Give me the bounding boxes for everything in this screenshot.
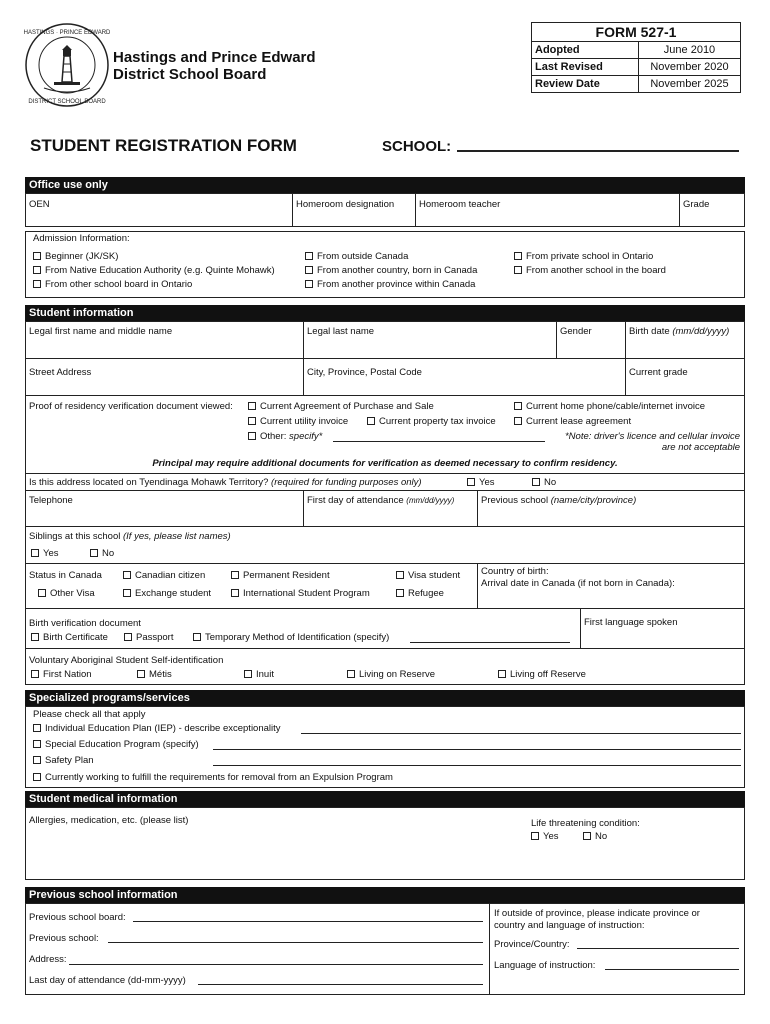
aboriginal-option[interactable]	[244, 669, 274, 681]
check-all-label: Please check all that apply	[33, 709, 146, 720]
special-ed-field[interactable]	[213, 749, 741, 750]
option-label: From another country, born in Canada	[317, 265, 478, 276]
option-label: Yes	[43, 548, 59, 559]
previous-school-label: Previous school:	[29, 933, 99, 944]
option-label: Refugee	[408, 588, 444, 599]
status-option[interactable]	[231, 588, 370, 600]
student-info-heading: Student information	[25, 305, 745, 321]
note-line2: are not acceptable	[661, 442, 740, 453]
option-label: From private school in Ontario	[526, 251, 654, 262]
specify-label: specify*	[289, 431, 323, 442]
option-label: Individual Education Plan (IEP) - describe exceptionality	[45, 723, 281, 734]
first-day-field[interactable]	[307, 495, 454, 507]
province-country-label: Province/Country:	[494, 939, 570, 950]
form-number: FORM 527-1	[532, 23, 741, 42]
life-threatening-yes[interactable]	[531, 831, 559, 843]
first-day-label: First day of attendance	[307, 495, 404, 506]
tyendinaga-no[interactable]	[532, 477, 556, 489]
note-line1: *Note: driver's licence and cellular invoice	[564, 431, 740, 442]
option-label: Yes	[479, 477, 495, 488]
school-label: SCHOOL:	[382, 138, 452, 155]
option-label: Métis	[149, 669, 172, 680]
checkbox[interactable]	[248, 417, 256, 425]
oen-field[interactable]: OEN	[29, 199, 50, 210]
board-name	[113, 49, 316, 83]
iep-field[interactable]	[301, 733, 741, 734]
previous-school-name-field[interactable]	[108, 942, 483, 943]
checkbox[interactable]	[467, 478, 475, 486]
birth-date-field[interactable]	[629, 326, 729, 338]
temp-id-option[interactable]	[193, 632, 389, 644]
review-label: Review Date	[532, 76, 639, 93]
checkbox[interactable]	[33, 724, 41, 732]
last-name-field[interactable]: Legal last name	[307, 326, 375, 337]
admission-option[interactable]	[33, 279, 192, 291]
option-label: From other school board in Ontario	[45, 279, 193, 290]
option-label: Special Education Program (specify)	[45, 739, 199, 750]
checkbox[interactable]	[231, 589, 239, 597]
status-option[interactable]	[38, 588, 95, 600]
city-field[interactable]: City, Province, Postal Code	[307, 367, 422, 378]
review-value: November 2025	[639, 76, 741, 93]
gender-field[interactable]: Gender	[560, 326, 592, 337]
status-option[interactable]	[231, 570, 330, 582]
proof-other-field[interactable]	[333, 441, 545, 442]
language-label: Language of instruction:	[494, 960, 596, 971]
status-label: Status in Canada	[29, 570, 102, 581]
last-day-field[interactable]	[198, 984, 483, 985]
program-option[interactable]	[33, 755, 94, 767]
first-day-format: (mm/dd/yyyy)	[406, 496, 455, 505]
option-label: Passport	[136, 632, 174, 643]
checkbox[interactable]	[498, 670, 506, 678]
option-label: International Student Program	[243, 588, 370, 599]
checkbox[interactable]	[124, 633, 132, 641]
form-title: STUDENT REGISTRATION FORM	[30, 136, 297, 155]
option-label: Living on Reserve	[359, 669, 436, 680]
siblings-yes[interactable]	[31, 548, 59, 560]
board-name-line2: District School Board	[113, 66, 267, 83]
life-threatening-label: Life threatening condition:	[531, 818, 640, 829]
tyendinaga-yes[interactable]	[467, 477, 495, 489]
adopted-value: June 2010	[639, 42, 741, 59]
passport-option[interactable]	[124, 632, 174, 644]
option-label: No	[102, 548, 115, 559]
option-label: Inuit	[256, 669, 274, 680]
tyendinaga-question	[29, 477, 422, 489]
homeroom-designation-field[interactable]: Homeroom designation	[296, 199, 395, 210]
checkbox[interactable]	[231, 571, 239, 579]
checkbox[interactable]	[31, 549, 39, 557]
checkbox[interactable]	[90, 549, 98, 557]
question-text: Is this address located on Tyendinaga Mohawk Territory?	[29, 477, 269, 488]
previous-school-label: Previous school	[481, 495, 549, 506]
checkbox[interactable]	[244, 670, 252, 678]
checkbox[interactable]	[514, 402, 522, 410]
proof-other[interactable]	[248, 431, 322, 443]
birth-cert-option[interactable]	[31, 632, 108, 644]
programs-heading: Specialized programs/services	[25, 690, 745, 706]
option-label: No	[595, 831, 608, 842]
grade-field[interactable]: Grade	[683, 199, 710, 210]
checkbox[interactable]	[347, 670, 355, 678]
admission-option[interactable]	[33, 251, 118, 263]
option-label: Exchange student	[135, 588, 212, 599]
address-label: Address:	[29, 954, 67, 965]
form-info-table	[531, 22, 741, 93]
previous-board-field[interactable]	[133, 921, 483, 922]
option-label: Temporary Method of Identification (specify)	[205, 632, 390, 643]
option-label: Current utility invoice	[260, 416, 349, 427]
previous-school-field[interactable]	[481, 495, 636, 507]
province-country-field[interactable]	[577, 948, 739, 949]
checkbox[interactable]	[33, 252, 41, 260]
option-label: From another province within Canada	[317, 279, 476, 290]
first-name-field[interactable]: Legal first name and middle name	[29, 326, 173, 337]
siblings-note: (If yes, please list names)	[123, 531, 231, 542]
previous-heading: Previous school information	[25, 887, 745, 903]
safety-plan-field[interactable]	[213, 765, 741, 766]
checkbox[interactable]	[248, 432, 256, 440]
proof-option[interactable]	[367, 416, 496, 428]
option-label: Canadian citizen	[135, 570, 206, 581]
aboriginal-option[interactable]	[137, 669, 172, 681]
program-option[interactable]	[33, 772, 393, 784]
first-language-field[interactable]: First language spoken	[584, 617, 678, 628]
question-note: (required for funding purposes only)	[271, 477, 422, 488]
checkbox[interactable]	[514, 266, 522, 274]
telephone-field[interactable]: Telephone	[29, 495, 73, 506]
proof-option[interactable]	[514, 401, 705, 413]
street-address-field[interactable]: Street Address	[29, 367, 92, 378]
status-option[interactable]	[396, 588, 444, 600]
option-label: No	[544, 477, 557, 488]
checkbox[interactable]	[33, 266, 41, 274]
checkbox[interactable]	[33, 756, 41, 764]
country-birth-field[interactable]: Country of birth:	[481, 566, 549, 577]
admission-option[interactable]	[514, 265, 666, 277]
checkbox[interactable]	[514, 417, 522, 425]
siblings-text: Siblings at this school	[29, 531, 121, 542]
checkbox[interactable]	[531, 832, 539, 840]
siblings-label	[29, 531, 231, 543]
revised-label: Last Revised	[532, 59, 639, 76]
previous-school-format: (name/city/province)	[550, 495, 637, 506]
current-grade-field[interactable]: Current grade	[629, 367, 688, 378]
option-label: From another school in the board	[526, 265, 666, 276]
option-label: Current property tax invoice	[379, 416, 496, 427]
admission-option[interactable]	[305, 251, 408, 263]
program-option[interactable]	[33, 723, 281, 735]
option-label: Current home phone/cable/internet invoice	[526, 401, 706, 412]
outside-line2: country and language of instruction:	[494, 920, 645, 931]
checkbox[interactable]	[396, 571, 404, 579]
proof-option[interactable]	[248, 416, 348, 428]
checkbox[interactable]	[532, 478, 540, 486]
checkbox[interactable]	[396, 589, 404, 597]
checkbox[interactable]	[583, 832, 591, 840]
svg-text:DISTRICT SCHOOL BOARD: DISTRICT SCHOOL BOARD	[28, 99, 106, 105]
birth-verification-label: Birth verification document	[29, 618, 141, 629]
checkbox[interactable]	[123, 571, 131, 579]
outside-province-note	[494, 908, 700, 932]
aboriginal-option[interactable]	[498, 669, 586, 681]
homeroom-teacher-field[interactable]: Homeroom teacher	[419, 199, 501, 210]
checkbox[interactable]	[367, 417, 375, 425]
checkbox[interactable]	[38, 589, 46, 597]
checkbox[interactable]	[33, 740, 41, 748]
checkbox[interactable]	[193, 633, 201, 641]
adopted-label: Adopted	[532, 42, 639, 59]
checkbox[interactable]	[137, 670, 145, 678]
admission-option[interactable]	[305, 279, 475, 291]
aboriginal-label: Voluntary Aboriginal Student Self-identification	[29, 655, 224, 666]
residency-note	[520, 431, 740, 453]
outside-line1: If outside of province, please indicate province or	[494, 908, 700, 919]
proof-label: Proof of residency verification document viewed:	[29, 401, 233, 412]
checkbox[interactable]	[305, 252, 313, 260]
life-threatening-no[interactable]	[583, 831, 607, 843]
admission-option[interactable]	[33, 265, 275, 277]
option-label: Safety Plan	[45, 755, 94, 766]
allergies-field[interactable]: Allergies, medication, etc. (please list)	[29, 815, 189, 826]
aboriginal-option[interactable]	[31, 669, 92, 681]
school-field[interactable]	[457, 150, 739, 152]
proof-option[interactable]	[514, 416, 631, 428]
aboriginal-option[interactable]	[347, 669, 435, 681]
option-label: Visa student	[408, 570, 461, 581]
birth-date-label: Birth date	[629, 326, 670, 337]
option-label: From Native Education Authority (e.g. Quinte Mohawk)	[45, 265, 275, 276]
checkbox[interactable]	[31, 633, 39, 641]
option-label: Beginner (JK/SK)	[45, 251, 119, 262]
svg-text:HASTINGS · PRINCE EDWARD: HASTINGS · PRINCE EDWARD	[24, 30, 110, 36]
previous-board-label: Previous school board:	[29, 912, 126, 923]
checkbox[interactable]	[33, 773, 41, 781]
option-label: Living off Reserve	[510, 669, 586, 680]
admission-option[interactable]	[514, 251, 653, 263]
option-label: Other Visa	[50, 588, 95, 599]
office-use-heading: Office use only	[25, 177, 745, 193]
option-label: Current Agreement of Purchase and Sale	[260, 401, 434, 412]
status-option[interactable]	[396, 570, 460, 582]
board-seal	[24, 22, 110, 108]
checkbox[interactable]	[33, 280, 41, 288]
checkbox[interactable]	[248, 402, 256, 410]
option-label: Yes	[543, 831, 559, 842]
checkbox[interactable]	[305, 266, 313, 274]
checkbox[interactable]	[514, 252, 522, 260]
siblings-no[interactable]	[90, 548, 114, 560]
board-name-line1: Hastings and Prince Edward	[113, 49, 316, 66]
revised-value: November 2020	[639, 59, 741, 76]
program-option[interactable]	[33, 739, 199, 751]
admission-option[interactable]	[305, 265, 477, 277]
principal-note: Principal may require additional documents for verification as deemed necessary to confirm residency.	[152, 458, 618, 469]
option-label: First Nation	[43, 669, 92, 680]
admission-label: Admission Information:	[33, 233, 130, 244]
temp-id-field[interactable]	[410, 642, 570, 643]
checkbox[interactable]	[31, 670, 39, 678]
birth-date-format: (mm/dd/yyyy)	[672, 326, 730, 337]
language-field[interactable]	[605, 969, 739, 970]
medical-heading: Student medical information	[25, 791, 745, 807]
address-field[interactable]	[69, 964, 483, 965]
arrival-date-field[interactable]: Arrival date in Canada (if not born in Canada):	[481, 578, 675, 589]
checkbox[interactable]	[305, 280, 313, 288]
last-day-label: Last day of attendance (dd-mm-yyyy)	[29, 975, 186, 986]
status-option[interactable]	[123, 588, 211, 600]
option-label: Currently working to fulfill the requirements for removal from an Expulsion Program	[45, 772, 393, 783]
option-label: Birth Certificate	[43, 632, 108, 643]
status-option[interactable]	[123, 570, 205, 582]
option-label: From outside Canada	[317, 251, 409, 262]
option-label: Other:	[260, 431, 287, 442]
proof-option[interactable]	[248, 401, 434, 413]
option-label: Permanent Resident	[243, 570, 330, 581]
checkbox[interactable]	[123, 589, 131, 597]
option-label: Current lease agreement	[526, 416, 632, 427]
